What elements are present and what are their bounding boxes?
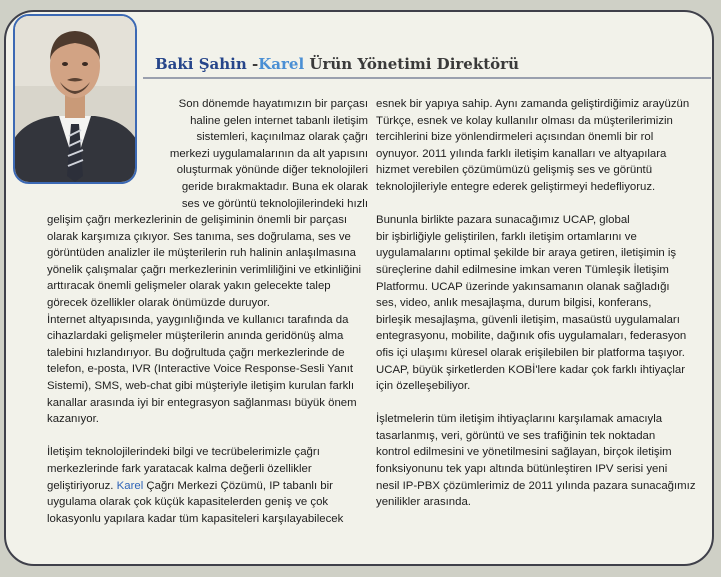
brand-mention: Karel — [116, 479, 144, 492]
text-line: haline gelen internet tabanlı iletişim — [190, 114, 368, 127]
text-line: Son dönemde hayatımızın bir parçası — [178, 98, 368, 110]
text-line: kontrol edilmesini ve yönetilmesini sağlayan, birçok iletişim — [376, 446, 672, 459]
text-line: süreçlerine dahil edilmesine imkan veren Tümleşik İletişim — [376, 263, 669, 276]
paragraph-gap — [47, 428, 367, 445]
text-line: nesil IP-PBX çözümlerimiz de 2011 yılında pazara sunacağımız — [376, 479, 696, 492]
text-line: oluşturmak yönünde diğer teknolojileri — [176, 164, 368, 177]
text-line: gelişim çağrı merkezlerinin de gelişiminin önemli bir parçası — [47, 214, 348, 226]
text-line: Türkçe, esnek ve kolay kullanılır olması da müşterilerimizin — [376, 114, 673, 127]
text-line: merkezi uygulamalarının da alt yapısını — [169, 147, 368, 160]
right-column — [376, 96, 701, 511]
text-line: ses, video, anlık mesajlaşma, durum bilgisi, konferans, — [376, 297, 652, 310]
article-heading — [155, 51, 519, 77]
text-line: görüntüden analizler ile müşterilerin ruh halinin anlaşılmasına — [47, 247, 356, 260]
text-line: İletişim teknolojilerindeki bilgi ve tecrübelerimizle çağrı — [47, 446, 320, 459]
text-line: ses ve görüntü teknolojilerindeki hızlı — [181, 197, 368, 210]
text-line: bir işbirliğiyle geliştirilen, farklı iletişim ortamlarını ve — [376, 230, 637, 243]
text-line: teknolojileriyle entegre ederek geliştirmeyi hedefliyoruz. — [376, 180, 656, 193]
text-line: cihazlardaki gelişmeler müşterilerin anında geridönüş alma — [47, 330, 344, 343]
author-title: Ürün Yönetimi Direktörü — [309, 55, 519, 73]
text-segment: geliştiriyoruz. — [47, 479, 114, 492]
text-line: esnek bir yapıya sahip. Aynı zamanda geliştirdiğimiz arayüzün — [376, 98, 690, 110]
text-line: hizmet verebilen çözümümüzü gelişmiş ses ve görüntü — [376, 164, 653, 177]
text-line: kazanıyor. — [47, 413, 99, 426]
text-line: UCAP, büyük şirketlerden KOBİ'lere kadar çok farklı ihtiyaçlar — [376, 363, 686, 376]
text-line: yönelik çalışmalar çağrı merkezlerinin verimliliğini ve etkinliğini — [47, 263, 361, 276]
text-line: Platformu. UCAP üzerinde yakınsamanın olanak sağladığı — [376, 280, 670, 293]
text-line: görecek özellikler olarak önümüzde duruyor. — [47, 296, 270, 309]
text-line: uygulama olarak çok küçük kapasitelerden geniş ve çok — [47, 496, 329, 509]
text-line: yenilikler arasında. — [376, 496, 471, 509]
text-line: uygulamalarını optimal şekilde bir araya getiren, iletişimin iş — [376, 247, 677, 260]
text-line: için özelleşebiliyor. — [376, 380, 471, 393]
author-name: Baki Şahin — [155, 55, 247, 73]
text-line: sistemleri, kaçınılmaz olarak çağrı — [196, 131, 368, 144]
paragraph-gap — [376, 395, 701, 412]
text-line: İşletmelerin tüm iletişim ihtiyaçlarını karşılamak amacıyla — [376, 413, 663, 426]
text-segment: Çağrı Merkezi Çözümü, IP tabanlı bir — [146, 479, 333, 492]
company-name: Karel — [258, 55, 305, 73]
text-line: oynuyor. 2011 yılında farklı iletişim kanalları ve altyapılara — [376, 147, 667, 160]
left-column-body — [47, 212, 367, 527]
text-line: olarak karşımıza çıkıyor. Ses tanıma, ses doğrulama, ses ve — [47, 230, 351, 243]
text-line: telefon, e-posta, IVR (Interactive Voice Response-Sesli Yanıt — [47, 363, 354, 376]
text-line: ofis içi ulaşımı küresel olarak erişilebilen bir platforma taşıyor. — [376, 346, 685, 359]
author-photo — [13, 14, 137, 184]
left-column-top — [143, 96, 368, 212]
text-line — [47, 478, 367, 495]
text-line: Sistemi), SMS, web-chat gibi müşteriyle iletişim kurulan farklı — [47, 379, 355, 392]
text-line: merkezlerinde fark yaratacak kalma değerli özellikler — [47, 462, 312, 475]
text-line: talebini hızlandırıyor. Bu doğrultuda çağrı merkezlerinde de — [47, 346, 345, 359]
text-line: birleşik mesajlaşma, güvenli iletişim, masaüstü uygulamaları — [376, 313, 680, 326]
paragraph-gap — [376, 196, 701, 213]
text-line: İnternet altyapısında, yaygınlığında ve kullanıcı tarafında da — [47, 313, 349, 326]
text-line: fonksiyonunu tek yapı altında bütünleştiren IPV serisi yeni — [376, 463, 668, 476]
text-line: geride bırakmaktadır. Buna ek olarak — [181, 180, 368, 193]
text-line: tasarlanmış, veri, görüntü ve ses trafiğinin tek noktadan — [376, 429, 656, 442]
text-line: entegrasyonu, mobilite, dağınık ofis uygulamaları, federasyon — [376, 330, 687, 343]
text-line: lokasyonlu yapılara kadar tüm kapasiteleri karşılayabilecek — [47, 512, 344, 525]
portrait-image — [15, 16, 135, 182]
heading-separator: - — [252, 55, 259, 73]
text-line: Bununla birlikte pazara sunacağımız UCAP, global — [376, 214, 630, 227]
text-line: arttıracak önemli gelişmeler olarak yakın gelecekte talep — [47, 280, 331, 293]
text-line: tercihlerini bize yönlendirmeleri açısından önemli bir rol — [376, 131, 654, 144]
text-line: kanallar arasında iyi bir entegrasyon sağlanması büyük önem — [47, 396, 357, 409]
heading-rule — [143, 77, 711, 79]
